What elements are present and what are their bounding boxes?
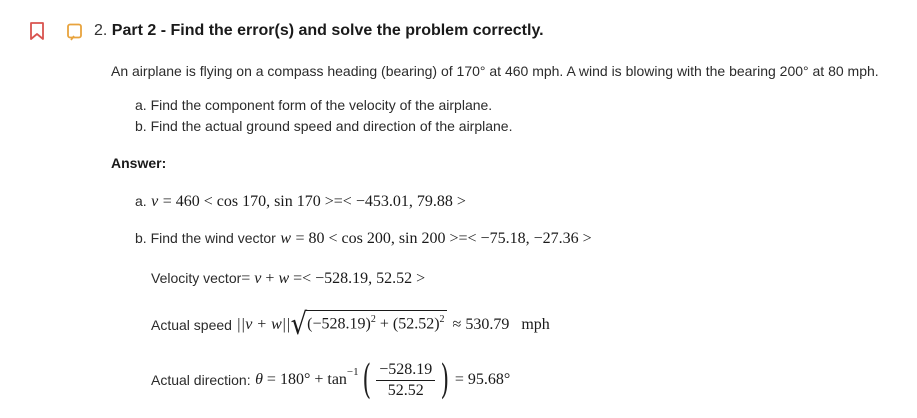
direction-result: = 95.68°: [454, 371, 511, 388]
sqrt-expression: [290, 307, 447, 343]
fraction-numerator: −528.19: [379, 360, 433, 378]
bookmark-icon[interactable]: [29, 22, 45, 40]
direction-theta: θ: [255, 371, 263, 388]
velocity-v: v: [254, 270, 262, 287]
velocity-label: Velocity vector: [151, 270, 242, 286]
fraction-denominator: 52.52: [376, 380, 435, 401]
left-paren: (: [362, 357, 371, 403]
speed-label: Actual speed: [151, 317, 232, 333]
velocity-result: =< −528.19, 52.52 >: [289, 270, 426, 287]
radical-sign: √: [290, 307, 308, 343]
velocity-w: w: [278, 270, 290, 287]
question-number: 2.: [94, 22, 108, 39]
speed-radicand: (−528.19): [307, 315, 371, 333]
answer-label: Answer:: [111, 155, 167, 171]
answer-b-expr: = 80 < cos 200, sin 200 >=< −75.18, −27.36 >: [295, 230, 592, 247]
answer-a-var: v: [151, 193, 159, 210]
speed-mid: + (52.52): [375, 315, 440, 333]
velocity-plus: +: [261, 270, 279, 287]
speed-result: ≈ 530.79 mph: [452, 316, 550, 333]
direction-expr: = 180° + tan: [262, 371, 347, 388]
speed-exp1: 2: [370, 314, 376, 326]
direction-line: [151, 356, 510, 404]
answer-a-prefix: a.: [135, 193, 147, 209]
answer-b-prefix: b. Find the wind vector: [135, 230, 276, 246]
answer-line-a: [135, 193, 466, 211]
flag-icon[interactable]: [66, 23, 84, 41]
speed-exp2: 2: [439, 314, 445, 326]
direction-exp: −1: [346, 366, 359, 378]
velocity-eq: =: [241, 270, 255, 287]
answer-a-expr: = 460 < cos 170, sin 170 >=< −453.01, 79.88 >: [162, 193, 466, 210]
direction-label: Actual direction:: [151, 372, 251, 388]
question-header: [94, 22, 544, 40]
speed-line: [151, 308, 550, 342]
answer-line-b: [135, 230, 592, 248]
question-prompt: An airplane is flying on a compass heading (bearing) of 170° at 460 mph. A wind is blowing with the bearing 200° at 80 mph.: [111, 63, 879, 79]
right-paren: ): [440, 357, 450, 403]
speed-norm: ||v + w||: [236, 316, 291, 333]
direction-fraction: [376, 360, 435, 401]
question-part-b: b. Find the actual ground speed and direction of the airplane.: [135, 118, 513, 134]
question-title: Part 2 - Find the error(s) and solve the problem correctly.: [111, 22, 544, 39]
question-part-a: a. Find the component form of the velocity of the airplane.: [135, 97, 493, 113]
velocity-line: [151, 270, 425, 288]
answer-b-var: w: [280, 230, 291, 247]
